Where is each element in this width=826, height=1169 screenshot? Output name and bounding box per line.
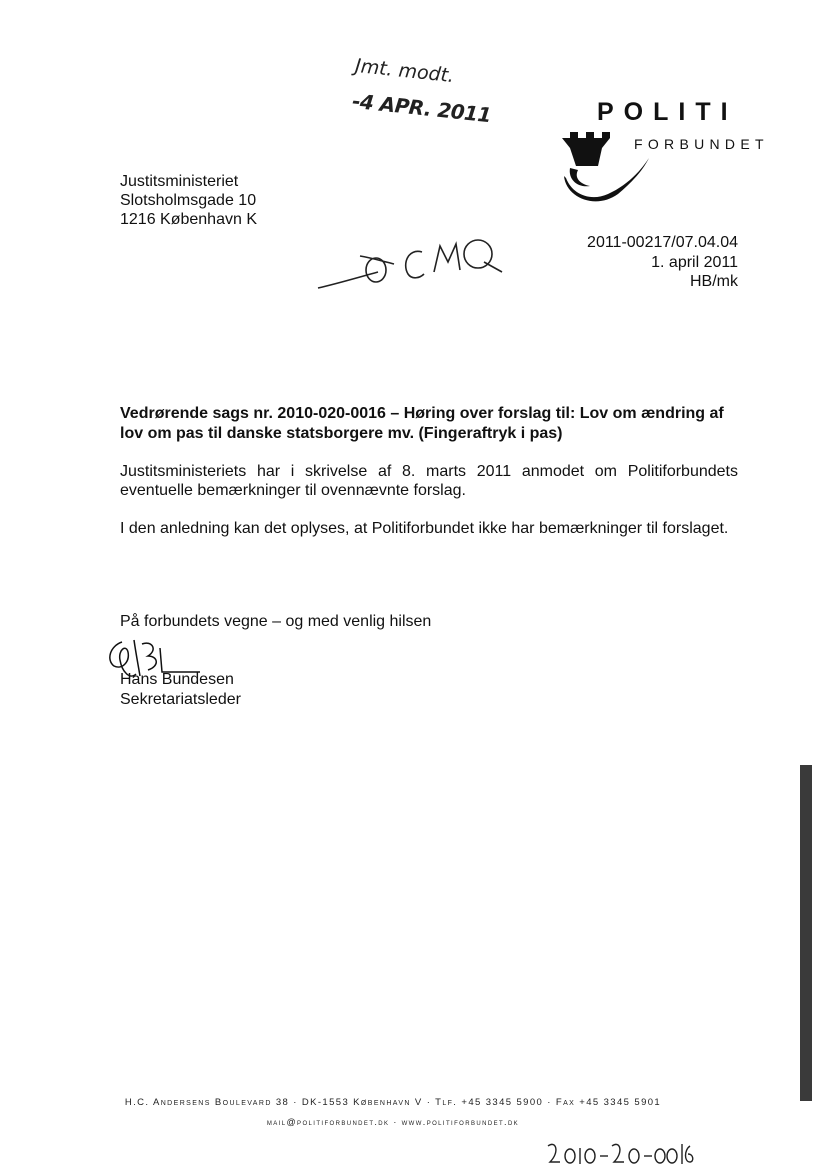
politiforbundet-logo-icon: [556, 128, 651, 213]
recipient-name: Justitsministeriet: [120, 173, 239, 190]
closing-line: På forbundets vegne – og med venlig hilsen: [120, 613, 432, 630]
signer-name: Hans Bundesen: [120, 671, 234, 688]
body-paragraph-2: I den anledning kan det oplyses, at Politiforbundet ikke har bemærkninger til forslaget.: [120, 520, 729, 537]
author-initials: HB/mk: [690, 273, 738, 290]
logo-subtitle: FORBUNDET: [634, 136, 769, 152]
recipient-city: 1216 København K: [120, 211, 257, 228]
logo-title: POLITI: [597, 98, 738, 126]
received-stamp-line1: Jmt. modt.: [354, 54, 456, 88]
case-reference: 2011-00217/07.04.04: [587, 234, 738, 251]
footer-address: H.C. Andersens Boulevard 38 · DK-1553 København V · Tlf. +45 3345 5900 · Fax +45 3345 5901: [124, 1097, 662, 1108]
footer-contact: mail@politiforbundet.dk · www.politiforbundet.dk: [266, 1117, 520, 1127]
handwritten-note-scribble: [316, 228, 516, 294]
letter-subject: Vedrørende sags nr. 2010-020-0016 – Høring over forslag til: Lov om ændring af lov om pas til danske statsborgere mv. (Fingeraftryk i pas): [120, 405, 724, 442]
body-paragraph-1: Justitsministeriets har i skrivelse af 8. marts 2011 anmodet om Politiforbundets eventuelle bemærkninger til ovennævnte forslag.: [120, 463, 738, 499]
letter-date: 1. april 2011: [651, 254, 738, 271]
scan-edge-bar: [800, 765, 812, 1101]
received-stamp-date: -4 APR. 2011: [351, 88, 493, 128]
recipient-street: Slotsholmsgade 10: [120, 192, 257, 209]
handwritten-case-number: [544, 1136, 694, 1169]
signer-title: Sekretariatsleder: [120, 691, 241, 708]
